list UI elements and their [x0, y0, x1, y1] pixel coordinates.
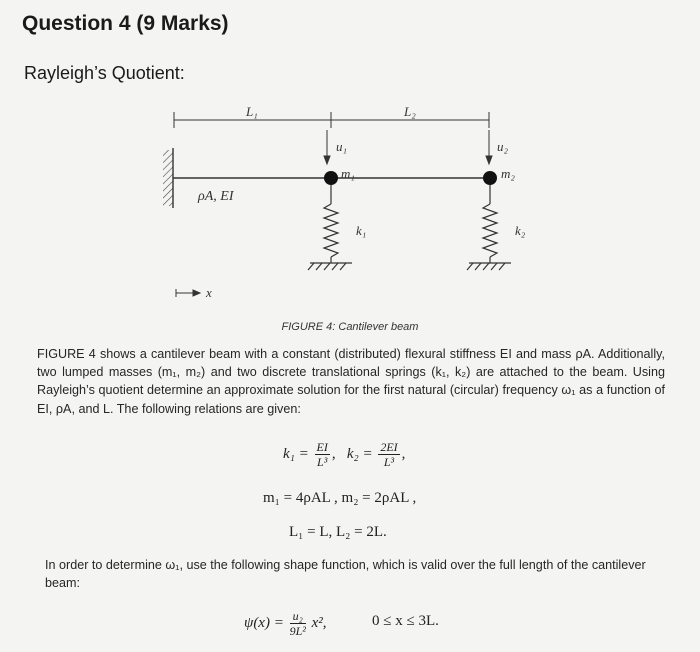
section-heading: Rayleigh’s Quotient:: [24, 63, 185, 83]
label-L1: L₁: [246, 104, 258, 119]
label-u1: u₁: [336, 139, 348, 154]
mass-m1: [324, 171, 338, 185]
eq-psi-denominator: 9L²: [289, 624, 306, 638]
label-beam-properties: ρA, EI: [198, 189, 234, 204]
eq-k1-fraction: [315, 440, 330, 469]
shape-function-instruction: In order to determine ω₁, use the following shape function, which is valid over the full length of the cantilever beam:: [45, 558, 646, 591]
label-k2: k₂: [515, 223, 526, 238]
eq-psi-lhs: ψ(x) =: [244, 614, 284, 631]
figure-caption: FIGURE 4: Cantilever beam: [281, 321, 419, 333]
label-u2: u₂: [497, 139, 509, 154]
equation-shape-function: [244, 609, 327, 638]
displacement-arrow-u2: [486, 130, 492, 164]
eq-k2-separator: ,: [401, 445, 406, 462]
equation-domain: 0 ≤ x ≤ 3L.: [372, 613, 439, 629]
eq-psi-fraction: [290, 609, 306, 638]
eq-k1-numerator: EI: [316, 440, 328, 454]
label-L2: L₂: [404, 104, 416, 119]
spring-k2: [467, 185, 511, 270]
eq-k1-lhs: k₁ =: [283, 445, 309, 462]
eq-k1-separator: ,: [331, 445, 336, 462]
equation-masses: m₁ = 4ρAL , m₂ = 2ρAL ,: [263, 490, 417, 506]
problem-statement: FIGURE 4 shows a cantilever beam with a constant (distributed) flexural stiffness EI and mass ρA. Additionally, two lumped masses (m₁, m₂) and two discrete translational springs (k₁, k₂) are attached to the beam. Using Rayleigh’s quotient determine an approximate solution for the first natural (circular) frequency ω₁ as a function of EI, ρA, and L. The following relations are given:: [37, 347, 665, 416]
eq-k1-denominator: L³: [317, 455, 328, 469]
label-m2: m₂: [501, 166, 515, 181]
label-m1: m₁: [341, 166, 355, 181]
eq-k2-denominator: L³: [383, 455, 395, 469]
displacement-arrow-u1: [324, 130, 330, 164]
mass-m2: [483, 171, 497, 185]
eq-k2-fraction: [378, 440, 399, 469]
label-k1: k₁: [356, 223, 367, 238]
fixed-wall: [163, 148, 173, 208]
label-x: x: [206, 285, 212, 300]
eq-psi-numerator: u₂: [290, 609, 306, 624]
equation-lengths: L₁ = L, L₂ = 2L.: [289, 524, 387, 540]
question-title: Question 4 (9 Marks): [22, 12, 229, 35]
eq-k2-numerator: 2EI: [380, 440, 398, 454]
x-axis-arrow: [176, 289, 200, 297]
spring-k1: [308, 185, 352, 270]
eq-psi-tail: x²,: [311, 614, 327, 631]
eq-k2-lhs: k₂ =: [346, 445, 373, 462]
length-dimension: [174, 112, 489, 128]
equation-stiffness: [283, 440, 405, 469]
